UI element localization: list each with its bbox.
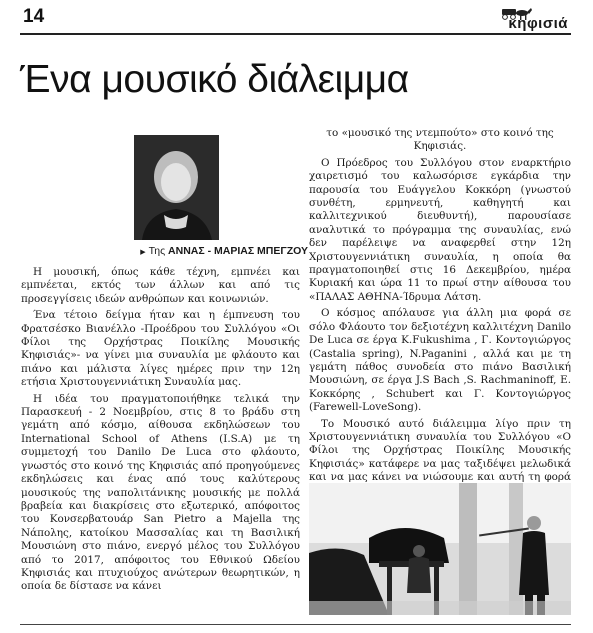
header-rule: [20, 33, 571, 35]
paragraph: Η ιδέα του πραγματοποιήθηκε τελικά την Παρασκευή - 2 Νοεμβρίου, στις 8 το βράδυ στη γεμάτη από κόσμο, αίθουσα εκδηλώσεων του International School of Athens (I.S.A) με τη συμμετοχή του Danilo De Luca στο φλάουτο, γνωστός στο κοινό της Κηφισιάς από προηγούμενες εκδηλώσεις και ένας από τους καλύτερους μουσικούς της ναπολιτάνικης μουσικής με πολλά βραβεία και διακρίσεις στο εξωτερικό, απόφοιτος του Κονσερβατουάρ San Pietro a Majella της Νάπολης, κατοίκου Μασσαλίας και τη Βασιλική Μουσιώνη στο πιάνο, ενεργό μέλος του Συλλόγου από το 2017, απόφοιτος του Εθνικού Ωδείου Κηφισιάς και πτυχιούχος ανώτερων θεωρητικών, η οποία δε δίστασε να κάνει: [21, 392, 300, 593]
paragraph: Ένα τέτοιο δείγμα ήταν και η έμπνευση του Φρατσέσκο Βιανέλλο -Προέδρου του Συλλόγου «Οι Φίλοι της Ορχήστρας Ποικίλης Μουσικής Κηφισιάς»- να γίνει μια συναυλία με φλάουτο και πιάνο και μάλιστα λίγες ημέρες πριν την 12η ετήσια Χριστουγεννιάτικη Συναυλία μας.: [21, 309, 300, 389]
author-photo: [134, 135, 219, 240]
paragraph: Ο Πρόεδρος του Συλλόγου στον εναρκτήριο χαιρετισμό του καλωσόρισε εγκάρδια την παρουσία του Ευάγγελου Κοκκόρη (γνωστού συνθέτη, ερμηνευτή, καθηγητή και καλλιτεχνικού διευθυντή), παρουσίασε αναλυτικά το πρόγραμμα της συναυλίας, ενώ δεν παρέλειψε να αναφερθεί στην 12η Χριστουγεννιάτικη συναυλία, η οποία θα πραγματοποιηθεί στις 16 Δεκεμβρίου, ημέρα Κυριακή και ώρα 11 το πρωί στην αίθουσα του «ΠΑΛΑΣ ΑΘΗΝΑ-Ίδρυμα Λάτση.: [309, 156, 571, 303]
page-number: 14: [23, 6, 45, 27]
article-column-2: [309, 127, 571, 498]
paragraph: Η μουσική, όπως κάθε τέχνη, εμπνέει και εμπνέεται, εκτός των άλλων και από τις προσεγγίσεις ιδεών ανθρώπων και κοινωνιών.: [21, 266, 300, 305]
masthead-logo: [460, 4, 568, 32]
paragraph: το «μουσικό της ντεμπούτο» στο κοινό της Κηφισιάς.: [326, 127, 554, 153]
masthead-title: κηφισιά: [508, 15, 568, 32]
concert-photo: [309, 483, 571, 615]
article-column-1: [21, 266, 300, 594]
byline: [68, 245, 308, 257]
paragraph: Το Μουσικό αυτό διάλειμμα λίγο πριν τη Χριστουγεννιάτικη συναυλία του Συλλόγου «Ο Φίλοι της Ορχήστρας Ποικίλης Μουσικής Κηφισιάς» κατάφερε να μας ταξιδέψει μελωδικά και να μας κάνει να νιώσουμε και αυτή τη φορά: [309, 417, 571, 484]
byline-prefix: Της: [148, 245, 166, 257]
footer-rule: [20, 624, 571, 625]
article-headline: Ένα μουσικό διάλειμμα: [20, 58, 409, 101]
paragraph: Ο κόσμος απόλαυσε για άλλη μια φορά σε σόλο Φλάουτο τον δεξιοτέχνη καλλιτέχνη Danilo De Luca σε έργα K.Fukushima , Γ. Κοντογιώργος (Castalia spring), N.Paganini , αλλά και με τη γεμάτη πάθος συνοδεία στο πιάνο Βασιλική Μουσιώνη, σε έργα J.S Bach ,S. Rachmaninoff, E. Κοκκόρης , Schubert και Γ. Κοντογιώργος (Farewell-LoveSong).: [309, 307, 571, 414]
byline-author: ΑΝΝΑΣ - ΜΑΡΙΑΣ ΜΠΕΓΖΟΥ: [168, 245, 308, 257]
triangle-bullet-icon: ▶: [140, 249, 146, 256]
